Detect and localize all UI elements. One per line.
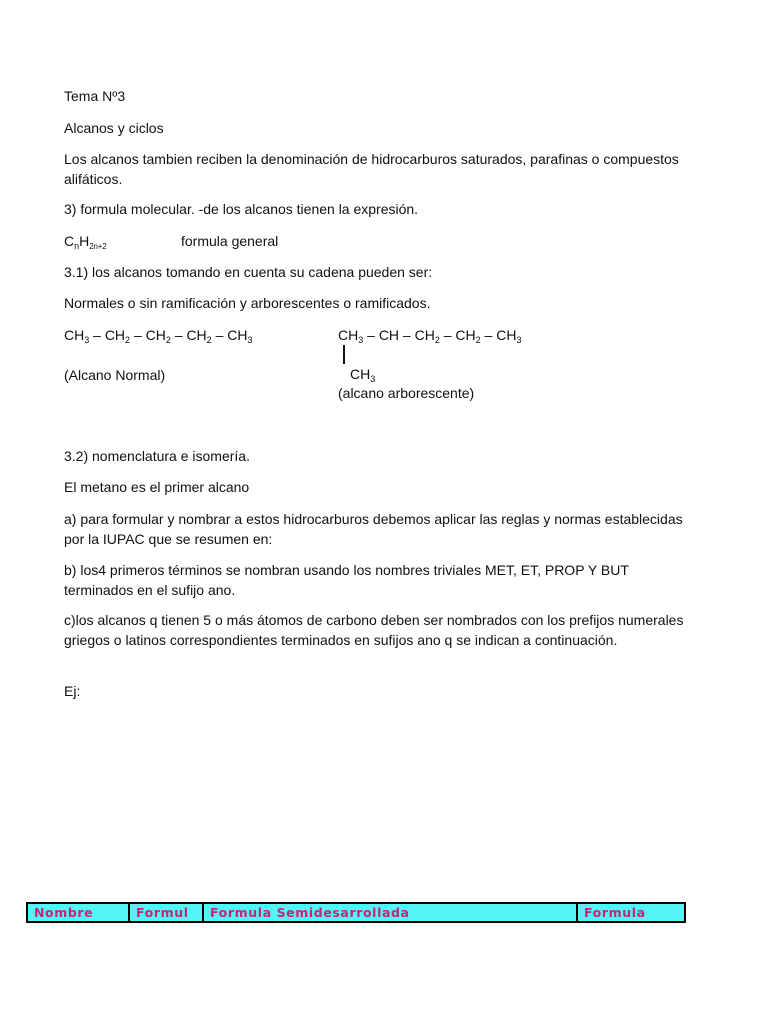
header-cell-formula: Formula [584, 905, 646, 920]
normal-chain-formula: $CH_3 - CH_2 - CH_2 - CH_2 - CH_3$ [64, 327, 253, 345]
branched-chain-label: (alcano arborescente) [338, 385, 475, 401]
alkane-table-header [26, 902, 686, 923]
header-cell-formul: Formul [130, 904, 204, 921]
rule-c-paragraph: c)los alcanos q tienen 5 o más átomos de carbono deben ser nombrados con los prefijos numerales griegos o latinos correspondientes terminados en sufijos ano q se indican a continuación. [64, 612, 684, 648]
methane-text: El metano es el primer alcano [64, 479, 250, 495]
header-cell-nombre: Nombre [28, 904, 130, 921]
section-3-1-text: 3.1) los alcanos tomando en cuenta su cadena pueden ser: [64, 264, 433, 280]
normal-chain-label: (Alcano Normal) [64, 367, 166, 383]
branched-chain-formula: $CH_3$ – CH – $CH_2 - CH_2 - CH_3$ [338, 327, 522, 345]
general-formula: $C_nH_{2n+2}$ [64, 233, 107, 251]
topic-heading: Tema Nº3 [64, 88, 126, 104]
example-label: Ej: [64, 683, 81, 699]
branch-bond-line [343, 345, 345, 364]
chain-types-text: Normales o sin ramificación y arborescentes o ramificados. [64, 295, 431, 311]
branch-methyl-group: $CH_3$ [350, 366, 376, 384]
rule-a-paragraph: a) para formular y nombrar a estos hidrocarburos debemos aplicar las reglas y normas establecidas por la IUPAC que se resumen en: [64, 511, 683, 547]
header-cell-formula-semidesarrollada: Formula Semidesarrollada [204, 904, 578, 921]
section-3-2-text: 3.2) nomenclatura e isomería. [64, 448, 250, 464]
rule-b-paragraph: b) los4 primeros términos se nombran usando los nombres triviales MET, ET, PROP Y BUT terminados en el sufijo ano. [64, 562, 629, 598]
general-formula-label: formula general [181, 233, 279, 249]
intro-paragraph: Los alcanos tambien reciben la denominación de hidrocarburos saturados, parafinas o compuestos alifáticos. [64, 151, 679, 187]
section-3-text: 3) formula molecular. -de los alcanos tienen la expresión. [64, 201, 419, 217]
subtitle-heading: Alcanos y ciclos [64, 120, 164, 136]
